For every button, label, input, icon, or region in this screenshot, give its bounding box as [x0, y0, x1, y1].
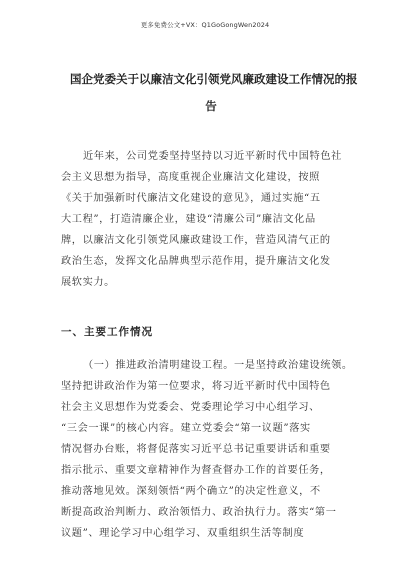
- page-title: [70, 66, 358, 120]
- section-heading: 一、主要工作情况: [61, 326, 153, 338]
- paragraph-line: 推动落地见效。深刻领悟“两个确立”的决定性意义，不: [61, 486, 321, 497]
- paragraph-line: 《关于加强新时代廉洁文化建设的意见》，通过实施“五: [61, 193, 321, 204]
- paragraph-line: 社会主义思想作为党委会、党委理论学习中心组学习、: [61, 402, 320, 413]
- intro-paragraph: [61, 146, 351, 293]
- paragraph-line: 指示批示、重要文章精神作为督查督办工作的首要任务，: [61, 465, 331, 476]
- paragraph-line: 断提高政治判断力、政治领悟力、政治执行力。落实“第一: [61, 507, 337, 518]
- paragraph-line: “三会一课”的核心内容。建立党委会“第一议题”落实: [61, 423, 311, 434]
- paragraph-line: 政治生态，发挥文化品牌典型示范作用，提升廉洁文化发: [61, 256, 331, 267]
- paragraph-line: 近年来，公司党委坚持坚持以习近平新时代中国特色社: [83, 151, 342, 162]
- paragraph-line: 情况督办台账，将督促落实习近平总书记重要讲话和重要: [61, 444, 331, 455]
- paragraph-line: 坚持把讲政治作为第一位要求，将习近平新时代中国特色: [61, 381, 331, 392]
- paragraph-line: （一）推进政治清明建设工程。一是坚持政治建设统领。: [83, 360, 353, 371]
- paragraph-line: 大工程”，打造清廉企业，建设“清廉公司”廉洁文化品: [61, 214, 316, 225]
- paragraph-line: 展软实力。: [61, 277, 115, 288]
- paragraph-line: 牌，以廉洁文化引领党风廉政建设工作，营造风清气正的: [61, 235, 331, 246]
- title-line: 告: [205, 99, 217, 113]
- header-note: 更多免费公文+VX：Q1GoGongWen2024: [140, 21, 270, 29]
- section-paragraph: [61, 355, 351, 544]
- title-line: 国企党委关于以廉洁文化引领党风廉政建设工作情况的报: [70, 72, 358, 86]
- paragraph-line: 议题”、理论学习中心组学习、双重组织生活等制度: [61, 528, 305, 539]
- paragraph-line: 会主义思想为指导，高度重视企业廉洁文化建设，按照: [61, 172, 320, 183]
